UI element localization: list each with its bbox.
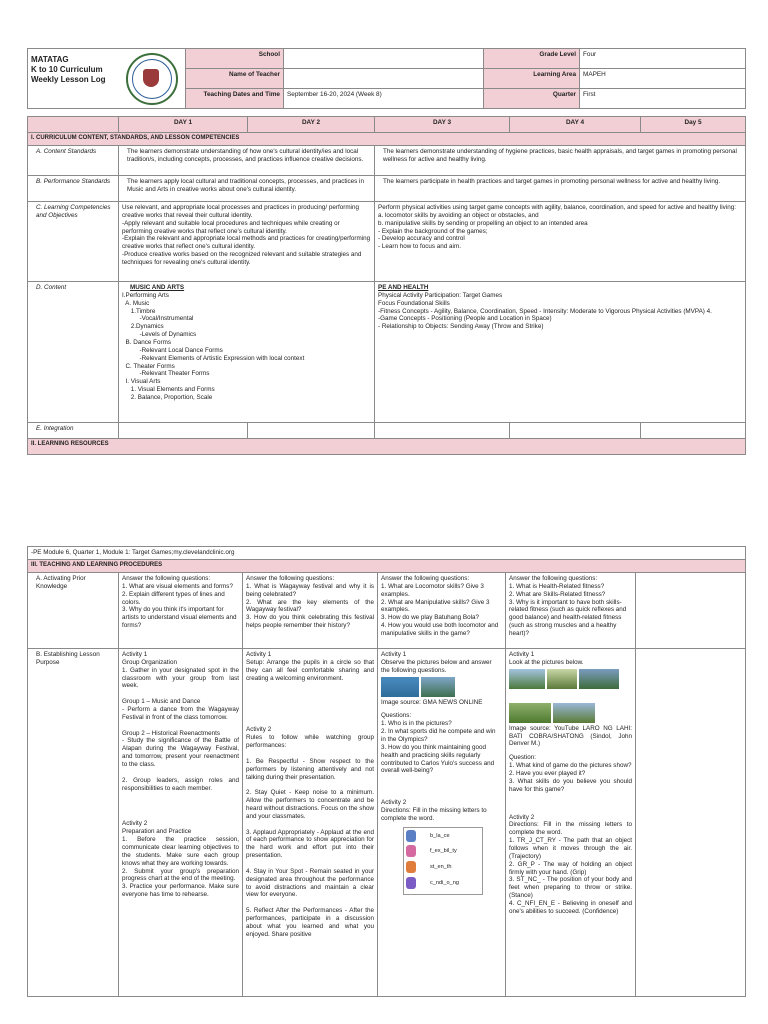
day3-image-source: Image source: GMA NEWS ONLINE: [381, 698, 483, 706]
dates-label: Teaching Dates and Time: [186, 89, 284, 109]
day3-activity-1: Activity 1 Observe the pictures below and answer the following questions.: [381, 651, 492, 674]
performance-standards-left: The learners apply local cultural and traditional concepts, processes, and practices in Music and Arts in creative works about one's cultural identity.: [119, 176, 375, 202]
page-1: [0, 0, 768, 480]
day3-photos: [381, 675, 502, 699]
content-label: D. Content: [28, 282, 119, 423]
school-label: School: [186, 49, 284, 69]
day1-activity-1: Activity 1 Group Organization 1. Gather in your designated spot in the classroom with your group from last week. Group 1 – Music and Dance - Perform a dance from the Wagayway Festival in front of the class tomorrow. Group 2 – Historical Reenactments - Study the significance of the Battle of Alapan during the Wagayway Festival, and tomorrow, present your reenactment to the class. 2. Group leaders, assign roles and responsibilities to each member.: [122, 651, 239, 792]
music-arts-title: MUSIC AND ARTS: [130, 284, 185, 291]
child-figure-icon: [406, 830, 416, 842]
teacher-value[interactable]: [284, 69, 484, 89]
resource-line: -PE Module 6, Quarter 1, Module 1: Target Games;my.clevelandclinic.org: [28, 547, 746, 560]
day4-image-source: Image source: YouTube LARO NG LAHI: BATI COBRA/SHATONG (Sindol, John Denver M.): [509, 724, 632, 748]
establishing-day-5: [636, 649, 746, 997]
integration-day-1: [119, 423, 248, 439]
section-1-title: I. CURRICULUM CONTENT, STANDARDS, AND LESSON COMPETENCIES: [28, 133, 746, 146]
section-2-title: II. LEARNING RESOURCES: [28, 439, 746, 455]
competencies-label: C. Learning Competencies and Objectives: [28, 202, 119, 282]
deped-seal-icon: [126, 53, 178, 105]
school-value[interactable]: [284, 49, 484, 69]
performance-standards-right: The learners participate in health practices and target games in promoting personal wellness for active and healthy living.: [375, 176, 746, 202]
integration-day-4: [510, 423, 641, 439]
quarter-value[interactable]: First: [580, 89, 746, 109]
activating-day-1: Answer the following questions: 1. What are visual elements and forms? 2. Explain different types of lines and colors. 3. Why do you think it's important for artists to understand visual elements and forms?: [119, 573, 243, 649]
day1-activity-2: Activity 2 Preparation and Practice 1. Before the practice session, communicate clear learning objectives to the students. Make sure each group knows what they are working towards. 2. Submit your group's preparation progress chart at the end of the meeting. 3. Practice your performance. Make sure everyone has time to rehearse.: [122, 820, 239, 899]
game-photo-icon: [509, 703, 551, 723]
area-label: Learning Area: [484, 69, 580, 89]
page-2: [0, 526, 768, 1024]
child-figure-icon: [406, 861, 416, 873]
establishing-label: B. Establishing Lesson Purpose: [28, 649, 119, 997]
competencies-right: Perform physical activities using target game concepts with agility, balance, coordination, and speed for active and healthy living: a. locomotor skills by avoiding an object or obstacles, and b. manipulative skills by sending or propelling an object to an intended area - Explain the background of the games; - Develop accuracy and control - Learn how to focus and aim.: [375, 202, 746, 282]
integration-day-5: [641, 423, 746, 439]
quarter-label: Quarter: [484, 89, 580, 109]
teacher-label: Name of Teacher: [186, 69, 284, 89]
activating-day-3: Answer the following questions: 1. What are Locomotor skills? Give 3 examples. 2. What are Manipulative skills? Give 3 examples. 3. How do we play Batuhang Bola? 4. How you would use both locomotor and manipulative skills in the game?: [378, 573, 506, 649]
activating-day-5: [636, 573, 746, 649]
title-line-2: K to 10 Curriculum: [31, 65, 103, 74]
game-photo-icon: [547, 669, 577, 689]
game-photo-icon: [553, 703, 595, 723]
puzzle-word-1: b_la_ce: [430, 832, 450, 839]
establishing-day-1: [119, 649, 243, 997]
title-line-3: Weekly Lesson Log: [31, 75, 106, 84]
establishing-day-2: [243, 649, 378, 997]
integration-label: E. Integration: [28, 423, 119, 439]
grade-value[interactable]: Four: [580, 49, 746, 69]
day3-questions: Questions: 1. Who is in the pictures? 2. In what sports did he compete and win in the Olympics? 3. How do you think maintaining good health and practicing skills regularly contributed to Carlos Yulo's success and overall well-being?: [381, 712, 496, 775]
content-standards-right: The learners demonstrate understanding of hygiene practices, basic health appraisals, and target games in promoting personal wellness for active and healthy living.: [375, 146, 746, 176]
day4-questions: Question: 1. What kind of game do the pictures show? 2. Have you ever played it? 3. What skills do you believe you should have for this game?: [509, 754, 632, 793]
swimming-photo-icon: [381, 677, 419, 697]
puzzle-word-2: f_ex_bil_ty: [430, 847, 457, 854]
child-figure-icon: [406, 845, 416, 857]
puzzle-word-4: c_ndi_o_ng: [430, 879, 459, 886]
fill-letters-puzzle: [403, 827, 483, 895]
game-photo-icon: [579, 669, 619, 689]
child-figure-icon: [406, 877, 416, 889]
activating-day-2: Answer the following questions: 1. What is Wagayway festival and why it is being celebrated? 2. What are the key elements of the Wagayway festival? 3. How do you think celebrating this festival helps people remember their history?: [243, 573, 378, 649]
day-5-header: Day 5: [641, 117, 746, 133]
gymnast-photo-icon: [421, 677, 455, 697]
lesson-table-2: [27, 546, 746, 997]
day3-activity-2: Activity 2 Directions: Fill in the missing letters to complete the word.: [381, 799, 487, 823]
day4-activity-1: Activity 1 Look at the pictures below.: [509, 651, 584, 666]
section-3-title: III. TEACHING AND LEARNING PROCEDURES: [28, 560, 746, 573]
activating-day-4: Answer the following questions: 1. What is Health-Related fitness? 2. What are Skills-Related fitness? 3. Why is it important to have both skills-related fitness (such as quick reflexes and good balance) and health-related fitness (such as strong muscles and a healthy heart)?: [506, 573, 636, 649]
puzzle-word-3: st_en_th: [430, 863, 452, 870]
lesson-table-1: [27, 116, 746, 455]
performance-standards-label: B. Performance Standards: [28, 176, 119, 202]
pe-health-title: PE AND HEALTH: [378, 284, 429, 291]
day4-photos-row-1: [509, 667, 632, 691]
establishing-day-4: [506, 649, 636, 997]
content-right: [375, 282, 746, 423]
integration-day-3: [375, 423, 510, 439]
activating-label: A. Activating Prior Knowledge: [28, 573, 119, 649]
area-value[interactable]: MAPEH: [580, 69, 746, 89]
day2-activity-1: Activity 1 Setup: Arrange the pupils in a circle so that they can all feel comfortable sharing and creating a welcoming environment.: [246, 651, 374, 682]
establishing-day-3: [378, 649, 506, 997]
grade-label: Grade Level: [484, 49, 580, 69]
content-left: [119, 282, 375, 423]
integration-day-2: [248, 423, 375, 439]
header-table: [27, 48, 746, 109]
content-standards-left: The learners demonstrate understanding of how one's cultural identity/ies and local tradition/s, including concepts, processes, and practices influence creative decisions.: [119, 146, 375, 176]
music-arts-content: I.Performing Arts A. Music 1.Timbre -Vocal/Instrumental 2.Dynamics -Levels of Dynamics B. Dance Forms -Relevant Local Dance Forms -Relevant Elements of Artistic Expression with local context C. Theater Forms -Relevant Theater Forms I. Visual Arts 1. Visual Elements and Forms 2. Balance, Proportion, Scale: [122, 291, 305, 402]
day-2-header: DAY 2: [248, 117, 375, 133]
day-1-header: DAY 1: [119, 117, 248, 133]
days-corner: [28, 117, 119, 133]
dates-value[interactable]: September 16-20, 2024 (Week 8): [284, 89, 484, 109]
day-3-header: DAY 3: [375, 117, 510, 133]
day4-photos-row-2: [509, 701, 632, 725]
game-photo-icon: [509, 669, 545, 689]
content-standards-label: A. Content Standards: [28, 146, 119, 176]
seal-cell: [120, 49, 186, 109]
title-block: [28, 49, 120, 109]
day2-activity-2: Activity 2 Rules to follow while watching group performances: 1. Be Respectful - Show respect to the performers by listening attentively and not talking during their presentation. 2. Stay Quiet - Keep noise to a minimum. Allow the performers to concentrate and be heard without distractions. Focus on the show and your classmates. 3. Applaud Appropriately - Applaud at the end of each performance to show appreciation for the hard work and effort put into their presentation. 4. Stay in Your Spot - Remain seated in your designated area throughout the performance to avoid distractions and maintain a clear view for everyone. 5. Reflect After the Performances - After the performances, participate in a discussion about what you learned and what you enjoyed. Share positive: [246, 726, 374, 938]
title-line-1: MATATAG: [31, 55, 69, 64]
competencies-left: Use relevant, and appropriate local processes and practices in producing/ performing creative works that reveal their cultural identity. -Apply relevant and suitable local procedures and techniques while creating or performing creative works that reflect one's cultural identity. -Explain the relevant and appropriate local methods and practices for creating/performing creative works that reflect one's cultural identity. -Produce creative works based on the recognized relevant and suitable strategies and techniques for revealing one's cultural identity.: [119, 202, 375, 282]
day4-activity-2: Activity 2 Directions: Fill in the missing letters to complete the word. 1. TR_J_CT_RY - The path that an object follows when it moves through the air. (Trajectory) 2. GR_P - The way of holding an object firmly with your hand. (Grip) 3. ST_NC_ - The position of your body and feet when preparing to throw or strike. (Stance) 4. C_NFI_EN_E - Believing in oneself and one's abilities to succeed. (Confidence): [509, 813, 632, 915]
pe-health-content: Physical Activity Participation: Target Games Focus Foundational Skills -Fitness Concepts - Agility, Balance, Coordination, Speed - Intensity: Moderate to Vigorous Physical Activities (MVPA) 4. -Game Concepts - Positioning (People and Location in Space) - Relationship to Objects: Sending Away (Throw and Strike): [378, 291, 712, 331]
day-4-header: DAY 4: [510, 117, 641, 133]
